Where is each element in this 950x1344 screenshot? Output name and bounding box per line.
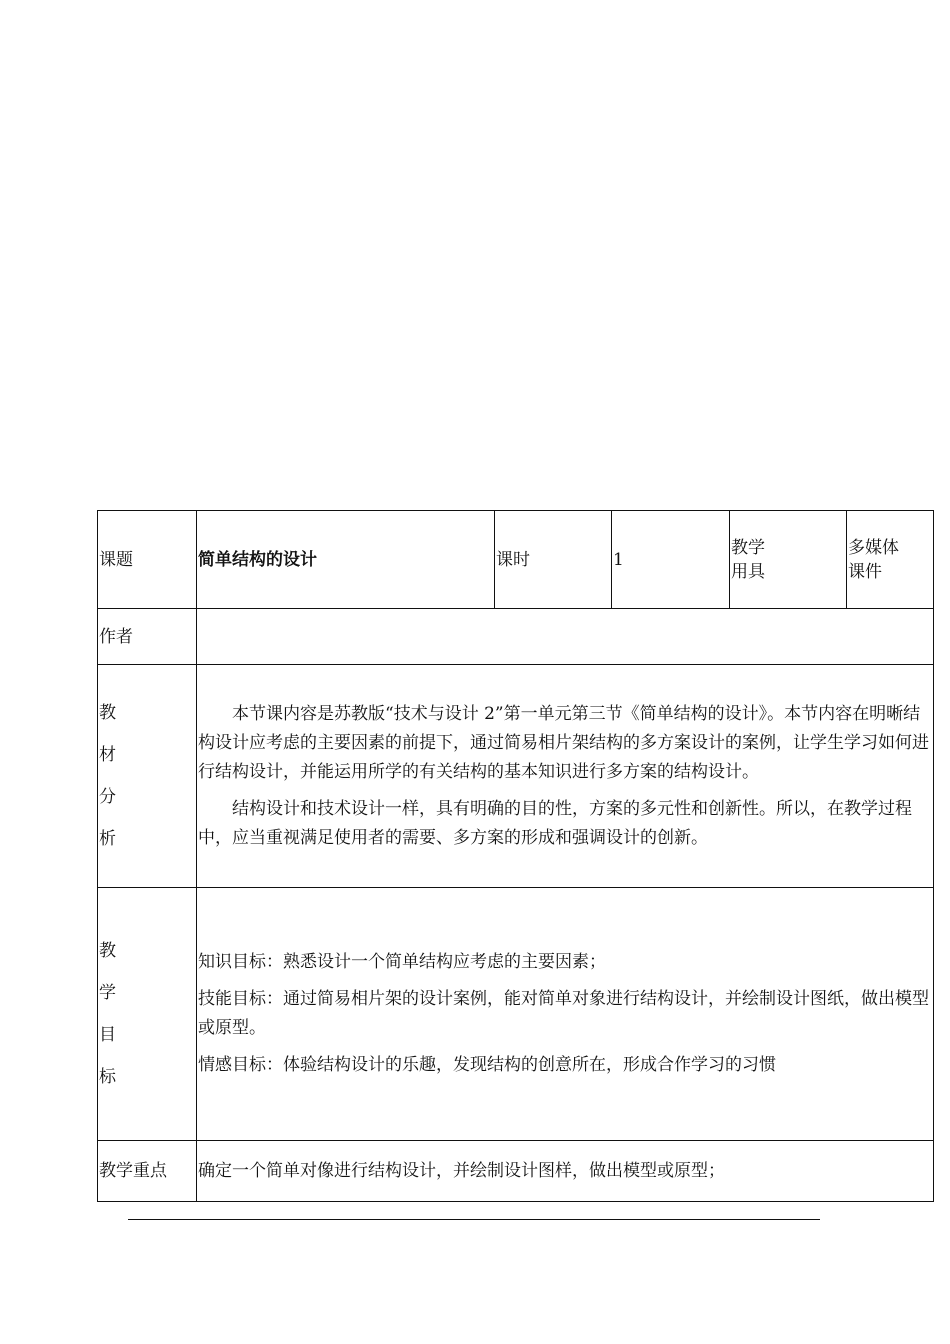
- key-point-row: [98, 1141, 934, 1202]
- knowledge-goal: 知识目标：熟悉设计一个简单结构应考虑的主要因素；: [198, 952, 606, 972]
- label-char: 教: [99, 941, 116, 961]
- author-value: [197, 609, 934, 665]
- subject-value: 简单结构的设计: [197, 511, 495, 609]
- lesson-plan-table: [97, 510, 934, 1202]
- author-label: 作者: [98, 609, 197, 665]
- footer-divider: [128, 1219, 820, 1220]
- emotion-goal: 情感目标：体验结构设计的乐趣，发现结构的创意所在，形成合作学习的习惯: [198, 1055, 776, 1075]
- analysis-paragraph: 结构设计和技术设计一样，具有明确的目的性，方案的多元性和创新性。所以，在教学过程中，应当重视满足使用者的需要、多方案的形成和强调设计的创新。: [198, 798, 912, 848]
- header-row: [98, 511, 934, 609]
- label-char: 目: [99, 1025, 116, 1045]
- key-point-value: 确定一个简单对像进行结构设计，并绘制设计图样，做出模型或原型；: [197, 1141, 934, 1202]
- material-analysis-content: [197, 665, 934, 888]
- hours-value: 1: [612, 511, 730, 609]
- skill-goal: 技能目标：通过简易相片架的设计案例，能对简单对象进行结构设计，并绘制设计图纸，做出模型或原型。: [198, 989, 929, 1038]
- subject-label: 课题: [98, 511, 197, 609]
- material-analysis-row: [98, 665, 934, 888]
- teaching-tools-value-line: 多媒体: [848, 537, 899, 558]
- teaching-goals-content: [197, 888, 934, 1141]
- teaching-tools-value-line: 课件: [848, 561, 882, 582]
- analysis-paragraph: 本节课内容是苏教版“技术与设计 2”第一单元第三节《简单结构的设计》。本节内容在明晰结构设计应考虑的主要因素的前提下，通过简易相片架结构的多方案设计的案例，让学生学习如何进行结构设计，并能运用所学的有关结构的基本知识进行多方案的结构设计。: [198, 703, 929, 782]
- teaching-goals-row: [98, 888, 934, 1141]
- teaching-tools-label: [730, 511, 847, 609]
- material-analysis-label: [98, 665, 197, 888]
- teaching-goals-label: [98, 888, 197, 1141]
- label-char: 教: [99, 703, 116, 723]
- author-row: [98, 609, 934, 665]
- label-char: 析: [99, 829, 116, 849]
- label-char: 材: [99, 745, 116, 765]
- teaching-tools-label-line: 教学: [731, 537, 765, 558]
- teaching-tools-label-line: 用具: [731, 561, 765, 582]
- key-point-label: 教学重点: [98, 1141, 197, 1202]
- label-char: 学: [99, 983, 116, 1003]
- teaching-tools-value: [847, 511, 934, 609]
- hours-label: 课时: [495, 511, 612, 609]
- label-char: 标: [99, 1067, 116, 1087]
- label-char: 分: [99, 787, 116, 807]
